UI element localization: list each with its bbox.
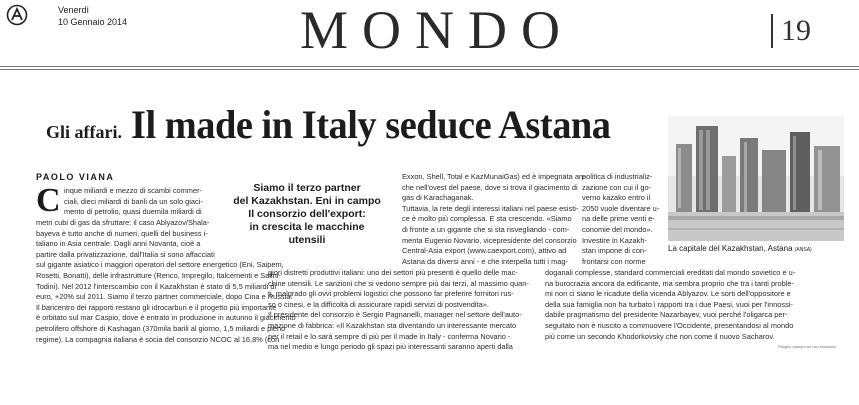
- body-line: zazione con cui il go-: [582, 182, 652, 192]
- clipping-credit: Ritaglio stampa ad uso esclusivo: [778, 344, 837, 349]
- body-line: conomie del mondo».: [582, 224, 653, 234]
- body-line: Investire in Kazakh-: [582, 235, 647, 245]
- issue-date: 10 Gennaio 2014: [58, 17, 128, 27]
- body-line: inque miliardi e mezzo di scambi commer-: [64, 186, 203, 195]
- article-column-2-bottom: [268, 268, 529, 353]
- article-column-3-bottom: [545, 268, 795, 342]
- body-line: Tuttavia, la rete degli interessi italiani nel paese esisti-: [402, 203, 579, 213]
- body-line: petrolifero offshore di Kashagan (370mila barili al giorno, 1,5 miliardi e pieno: [36, 323, 286, 333]
- subhead-line: in crescita le macchine utensili: [249, 221, 365, 246]
- body-line: menta Eugenio Novario, vicepresidente del consorzio: [402, 235, 577, 245]
- body-line: chine utensili. Le sanzioni che si vedono sempre più dai terzi, al massimo quan-: [268, 278, 529, 288]
- body-line: Astana da diversi anni - e che interpella tutti i mag-: [402, 256, 568, 266]
- body-line: na delle prime venti e-: [582, 214, 655, 224]
- body-line: metri cubi di gas da sfruttare: il caso Ablyazov/Shala-: [36, 218, 210, 227]
- body-line: na burocrazia ancora da edificante, ma sembra proprio che tra i tanti proble-: [545, 278, 794, 288]
- body-line: mi non ci siano le ricadute della vicenda Ablyazov. Le sorti dell'oppositore e: [545, 289, 791, 299]
- header-rule-secondary: [0, 69, 859, 70]
- article-column-3-top: [582, 172, 659, 267]
- body-line: Exxon, Shell, Total e KazMunaiGas) ed è impegnata an-: [402, 172, 586, 181]
- article-column-2-top: [402, 172, 586, 267]
- body-line: frontarsi con norme: [582, 256, 646, 266]
- page-number: 19: [781, 14, 811, 47]
- body-line: partire dalla privatizzazione, dall'Italia si sono affacciati: [36, 249, 215, 259]
- body-line: che nell'ovest del paese, dove si trova il giacimento di: [402, 182, 578, 192]
- body-line: è orbitato sul mar Caspio, dove è entrato in produzione in autunno il giacimento: [36, 313, 296, 323]
- subhead-line: del Kazakhstan. Eni in campo: [233, 195, 381, 207]
- subhead-line: Il consorzio dell'export:: [248, 208, 366, 220]
- body-line: gas di Karachaganak.: [402, 193, 474, 203]
- article-subheadline: [232, 182, 382, 247]
- body-line: regime). La compagnia italiana è socia del consorzio NCOC al 16,8% (con: [36, 334, 280, 344]
- body-line: politica di industrializ-: [582, 172, 653, 181]
- article-kicker: Gli affari.: [46, 122, 122, 142]
- body-line: Central-Asia export (www.caexport.com), attivo ad: [402, 246, 567, 256]
- body-line: Rosetti, Bonatti), delle infrastrutture (Renco, Impregilo, Italcementi e Salini-: [36, 270, 281, 280]
- article-headline: Il made in Italy seduce Astana: [131, 102, 611, 147]
- page-number-divider: [771, 14, 773, 48]
- body-line: di fronte a un gigante che si sta risvegliando - com-: [402, 224, 570, 234]
- body-line: mazione di fabbrica: «Il Kazakhstan sta diventando un interessante mercato: [268, 320, 517, 330]
- photo-caption-text: La capitale del Kazakhstan, Astana: [668, 244, 793, 253]
- body-line: mento di petrolio, quasi duemila miliardi di: [64, 207, 202, 217]
- body-line: ciali, dieci miliardi di barili da un solo giaci-: [64, 196, 203, 206]
- body-line: dabile pragmatismo del presidente Nazarbayev, vuoi perché l'oligarca per-: [545, 310, 788, 320]
- body-line: giori distretti produttivi italiani: uno dei settori più presenti è quello delle mac-: [268, 268, 518, 277]
- astana-skyline-photo: [668, 116, 844, 241]
- photo-caption: [668, 244, 812, 253]
- body-line: so o cinesi, e la difficoltà di assicurare rapidi servizi di postvendita».: [268, 299, 489, 309]
- body-line: euro, +20% sul 2011. Siamo il terzo partner commerciale, dopo Cina e Russia.: [36, 292, 293, 302]
- body-line: sul gigante asiatico i maggiori operatori del settore energetico (Eni, Saipem,: [36, 260, 284, 270]
- body-line: 2050 vuole diventare u-: [582, 203, 660, 213]
- header-rule: [0, 66, 859, 67]
- body-line: verno kazako entro il: [582, 193, 651, 203]
- article-dropcap: C: [36, 182, 61, 219]
- body-line: Il baricentro dei rapporti restano gli idrocarburi e il progetto più importante: [36, 302, 277, 312]
- body-line: bayeva è tutto anche di numeri, quelli del business i-: [36, 228, 208, 238]
- body-line: stan impone di con-: [582, 246, 647, 256]
- body-line: Il presidente del consorzio è Sergio Pagnanelli, manager nel settore dell'auto-: [268, 310, 522, 320]
- body-line: doganali complesse, standard commerciali ereditati dal mondo sovietico e u-: [545, 268, 796, 277]
- article-column-1-intro: [64, 186, 203, 218]
- newspaper-logo-icon: [6, 4, 28, 26]
- section-title: MONDO: [300, 0, 575, 60]
- body-line: seguitato non è riuscito a commuovere l'Occidente, presentandosi al mondo: [545, 320, 794, 330]
- body-line: taliano in Asia centrale. Dagli anni Novanta, cioè a: [36, 239, 201, 249]
- article-byline: PAOLO VIANA: [36, 172, 115, 182]
- body-line: più come un secondo Khodorkovsky che non come il nuovo Sacharov.: [545, 331, 775, 341]
- body-line: ti, malgrado gli ovvi problemi logistici che possono far preferire fornitori rus-: [268, 289, 514, 299]
- photo-caption-tag: (ANSA): [794, 247, 812, 253]
- issue-day: Venerdì: [58, 5, 90, 15]
- body-line: ce è molto più complessa. E sta crescendo. «Siamo: [402, 214, 572, 224]
- body-line: Todini). Nel 2012 l'interscambio con il Kazakhstan è stato di 5,5 miliardi di: [36, 281, 277, 291]
- body-line: ma nel medio e lungo periodo gli spazi più interessanti saranno aperti dalla: [268, 342, 513, 352]
- body-line: per il retail e lo sarà sempre di più per il made in Italy - conferma Novario -: [268, 331, 511, 341]
- subhead-line: Siamo il terzo partner: [253, 182, 361, 194]
- body-line: della sua famiglia non ha turbato i rapporti tra i due Paesi, vuoi per l'innossi-: [545, 299, 793, 309]
